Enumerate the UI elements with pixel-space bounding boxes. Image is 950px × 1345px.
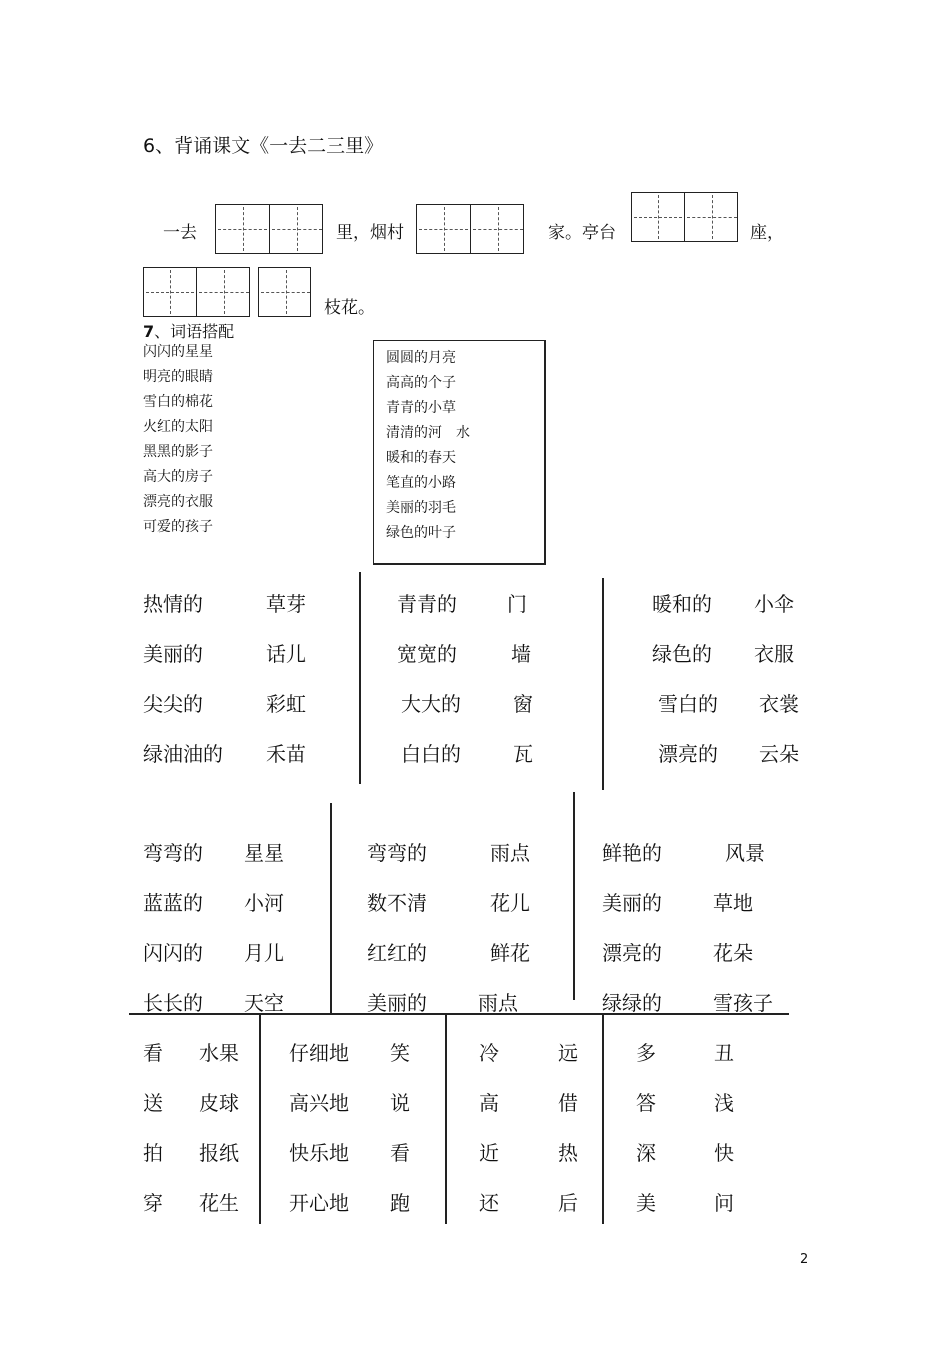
- section7-heading-text: 、词语搭配: [154, 322, 235, 341]
- match-word[interactable]: 说: [390, 1091, 410, 1115]
- match-word[interactable]: 美: [636, 1191, 656, 1215]
- match-word[interactable]: 暖和的: [652, 592, 712, 616]
- group1-b-left: [397, 579, 461, 779]
- match-word[interactable]: 绿油油的: [143, 742, 223, 766]
- list-item: 绿色的叶子: [386, 525, 456, 541]
- list-item: 高大的房子: [143, 469, 213, 485]
- recite-text-1: 一去: [163, 223, 197, 243]
- match-word[interactable]: 禾苗: [266, 742, 306, 766]
- match-word[interactable]: 彩虹: [266, 692, 306, 716]
- match-word[interactable]: 绿绿的: [602, 991, 662, 1015]
- match-word[interactable]: 窗: [513, 692, 533, 716]
- list-item: 清清的河 水: [386, 425, 470, 441]
- list-item: 青青的小草: [386, 400, 456, 416]
- list-item: 笔直的小路: [386, 475, 456, 491]
- group2-a-left: [143, 828, 203, 1028]
- list-item: 圆圆的月亮: [386, 350, 456, 366]
- list-item: 漂亮的衣服: [143, 494, 213, 510]
- match-word[interactable]: 弯弯的: [143, 841, 203, 865]
- match-word[interactable]: 大大的: [401, 692, 461, 716]
- page-number: 2: [800, 1252, 809, 1267]
- group1-c-right: [754, 579, 799, 779]
- char-grid-5[interactable]: [258, 267, 311, 317]
- match-word[interactable]: 白白的: [401, 742, 461, 766]
- match-word[interactable]: 尖尖的: [143, 692, 203, 716]
- match-word[interactable]: 多: [636, 1041, 656, 1065]
- section7-heading: [143, 319, 234, 342]
- group3-b-left: [289, 1028, 349, 1228]
- group1-c-left: [652, 579, 718, 779]
- group1-a-left: [143, 579, 223, 779]
- group2-c-left: [602, 828, 662, 1028]
- match-word[interactable]: 月儿: [244, 941, 284, 965]
- char-grid-3[interactable]: [631, 192, 738, 242]
- group1-b-right: [507, 579, 533, 779]
- match-word[interactable]: 热情的: [143, 592, 203, 616]
- char-grid-4[interactable]: [143, 267, 250, 317]
- match-word[interactable]: 云朵: [759, 742, 799, 766]
- section6-heading: 6、背诵课文《一去二三里》: [143, 135, 384, 157]
- match-word[interactable]: 闪闪的: [143, 941, 203, 965]
- table-top-rule: [129, 1013, 789, 1015]
- match-word[interactable]: 看: [390, 1141, 410, 1165]
- group3-b-right: [390, 1028, 410, 1228]
- match-word[interactable]: 水果: [199, 1041, 239, 1065]
- list-item: 高高的个子: [386, 375, 456, 391]
- group3-c-left: [479, 1028, 499, 1228]
- match-word[interactable]: 小河: [244, 891, 284, 915]
- match-word[interactable]: 开心地: [289, 1191, 349, 1215]
- list-item: 雪白的棉花: [143, 394, 213, 410]
- match-word[interactable]: 草芽: [266, 592, 306, 616]
- match-word[interactable]: 花儿: [490, 891, 530, 915]
- match-word[interactable]: 蓝蓝的: [143, 891, 203, 915]
- match-word[interactable]: 青青的: [397, 592, 457, 616]
- recite-text-5: 枝花。: [324, 298, 375, 318]
- column-divider: [359, 572, 361, 784]
- match-word[interactable]: 天空: [244, 991, 284, 1015]
- group2-b-left: [367, 828, 427, 1028]
- match-word[interactable]: 数不清: [367, 891, 427, 915]
- match-word[interactable]: 红红的: [367, 941, 427, 965]
- group3-a-left: [143, 1028, 163, 1228]
- match-word[interactable]: 星星: [244, 841, 284, 865]
- match-word[interactable]: 丑: [714, 1041, 734, 1065]
- recite-text-2: 里，烟村: [336, 223, 404, 243]
- column-divider: [330, 803, 332, 1013]
- column-divider: [259, 1014, 261, 1224]
- match-word[interactable]: 高: [479, 1091, 499, 1115]
- match-word[interactable]: 浅: [714, 1091, 734, 1115]
- match-word[interactable]: 花朵: [713, 941, 753, 965]
- match-word[interactable]: 跑: [390, 1191, 410, 1215]
- list-item: 明亮的眼睛: [143, 369, 213, 385]
- match-word[interactable]: 风景: [725, 841, 765, 865]
- match-word[interactable]: 美丽的: [602, 891, 662, 915]
- match-word[interactable]: 远: [558, 1041, 578, 1065]
- match-word[interactable]: 皮球: [199, 1091, 239, 1115]
- char-grid-2[interactable]: [416, 204, 524, 254]
- match-word[interactable]: 深: [636, 1141, 656, 1165]
- match-word[interactable]: 雨点: [490, 841, 530, 865]
- match-word[interactable]: 报纸: [199, 1141, 239, 1165]
- match-word[interactable]: 雪白的: [658, 692, 718, 716]
- list-item: 火红的太阳: [143, 419, 213, 435]
- match-word[interactable]: 拍: [143, 1141, 163, 1165]
- phrase-list-left: [143, 340, 213, 540]
- match-word[interactable]: 还: [479, 1191, 499, 1215]
- match-word[interactable]: 问: [714, 1191, 734, 1215]
- match-word[interactable]: 答: [636, 1091, 656, 1115]
- list-item: 暖和的春天: [386, 450, 456, 466]
- group3-c-right: [558, 1028, 578, 1228]
- match-word[interactable]: 漂亮的: [602, 941, 662, 965]
- match-word[interactable]: 衣裳: [759, 692, 799, 716]
- match-word[interactable]: 高兴地: [289, 1091, 349, 1115]
- group3-a-right: [199, 1028, 239, 1228]
- group3-d-left: [636, 1028, 656, 1228]
- match-word[interactable]: 墙: [511, 642, 531, 666]
- column-divider: [445, 1014, 447, 1224]
- match-word[interactable]: 雪孩子: [713, 991, 773, 1015]
- match-word[interactable]: 美丽的: [367, 991, 427, 1015]
- match-word[interactable]: 宽宽的: [397, 642, 457, 666]
- match-word[interactable]: 仔细地: [289, 1041, 349, 1065]
- match-word[interactable]: 雨点: [478, 991, 518, 1015]
- match-word[interactable]: 送: [143, 1091, 163, 1115]
- group2-c-right: [713, 828, 773, 1028]
- match-word[interactable]: 笑: [390, 1041, 410, 1065]
- match-word[interactable]: 快: [714, 1141, 734, 1165]
- match-word[interactable]: 借: [558, 1091, 578, 1115]
- match-word[interactable]: 门: [507, 592, 527, 616]
- match-word[interactable]: 长长的: [143, 991, 203, 1015]
- match-word[interactable]: 弯弯的: [367, 841, 427, 865]
- list-item: 美丽的羽毛: [386, 500, 456, 516]
- group2-a-right: [244, 828, 284, 1028]
- match-word[interactable]: 花生: [199, 1191, 239, 1215]
- group2-b-right: [478, 828, 530, 1028]
- recite-text-3: 家。亭台: [548, 223, 616, 243]
- match-word[interactable]: 美丽的: [143, 642, 203, 666]
- match-word[interactable]: 漂亮的: [658, 742, 718, 766]
- match-word[interactable]: 草地: [713, 891, 753, 915]
- match-word[interactable]: 后: [558, 1191, 578, 1215]
- match-word[interactable]: 瓦: [513, 742, 533, 766]
- match-word[interactable]: 小伞: [754, 592, 794, 616]
- column-divider: [573, 792, 575, 1000]
- list-item: 可爱的孩子: [143, 519, 213, 535]
- match-word[interactable]: 衣服: [754, 642, 794, 666]
- list-item: 闪闪的星星: [143, 344, 213, 360]
- section7-heading-num: 7: [143, 322, 155, 341]
- match-word[interactable]: 鲜花: [490, 941, 530, 965]
- match-word[interactable]: 绿色的: [652, 642, 712, 666]
- match-word[interactable]: 快乐地: [289, 1141, 349, 1165]
- char-grid-1[interactable]: [215, 204, 323, 254]
- match-word[interactable]: 鲜艳的: [602, 841, 662, 865]
- phrase-list-box: [386, 346, 470, 546]
- match-word[interactable]: 冷: [479, 1041, 499, 1065]
- group3-d-right: [714, 1028, 734, 1228]
- match-word[interactable]: 话儿: [266, 642, 306, 666]
- list-item: 黑黑的影子: [143, 444, 213, 460]
- group1-a-right: [266, 579, 306, 779]
- match-word[interactable]: 看: [143, 1041, 163, 1065]
- match-word[interactable]: 穿: [143, 1191, 163, 1215]
- match-word[interactable]: 近: [479, 1141, 499, 1165]
- recite-text-4: 座，: [750, 223, 784, 243]
- column-divider: [602, 1014, 604, 1224]
- column-divider: [602, 578, 604, 790]
- match-word[interactable]: 热: [558, 1141, 578, 1165]
